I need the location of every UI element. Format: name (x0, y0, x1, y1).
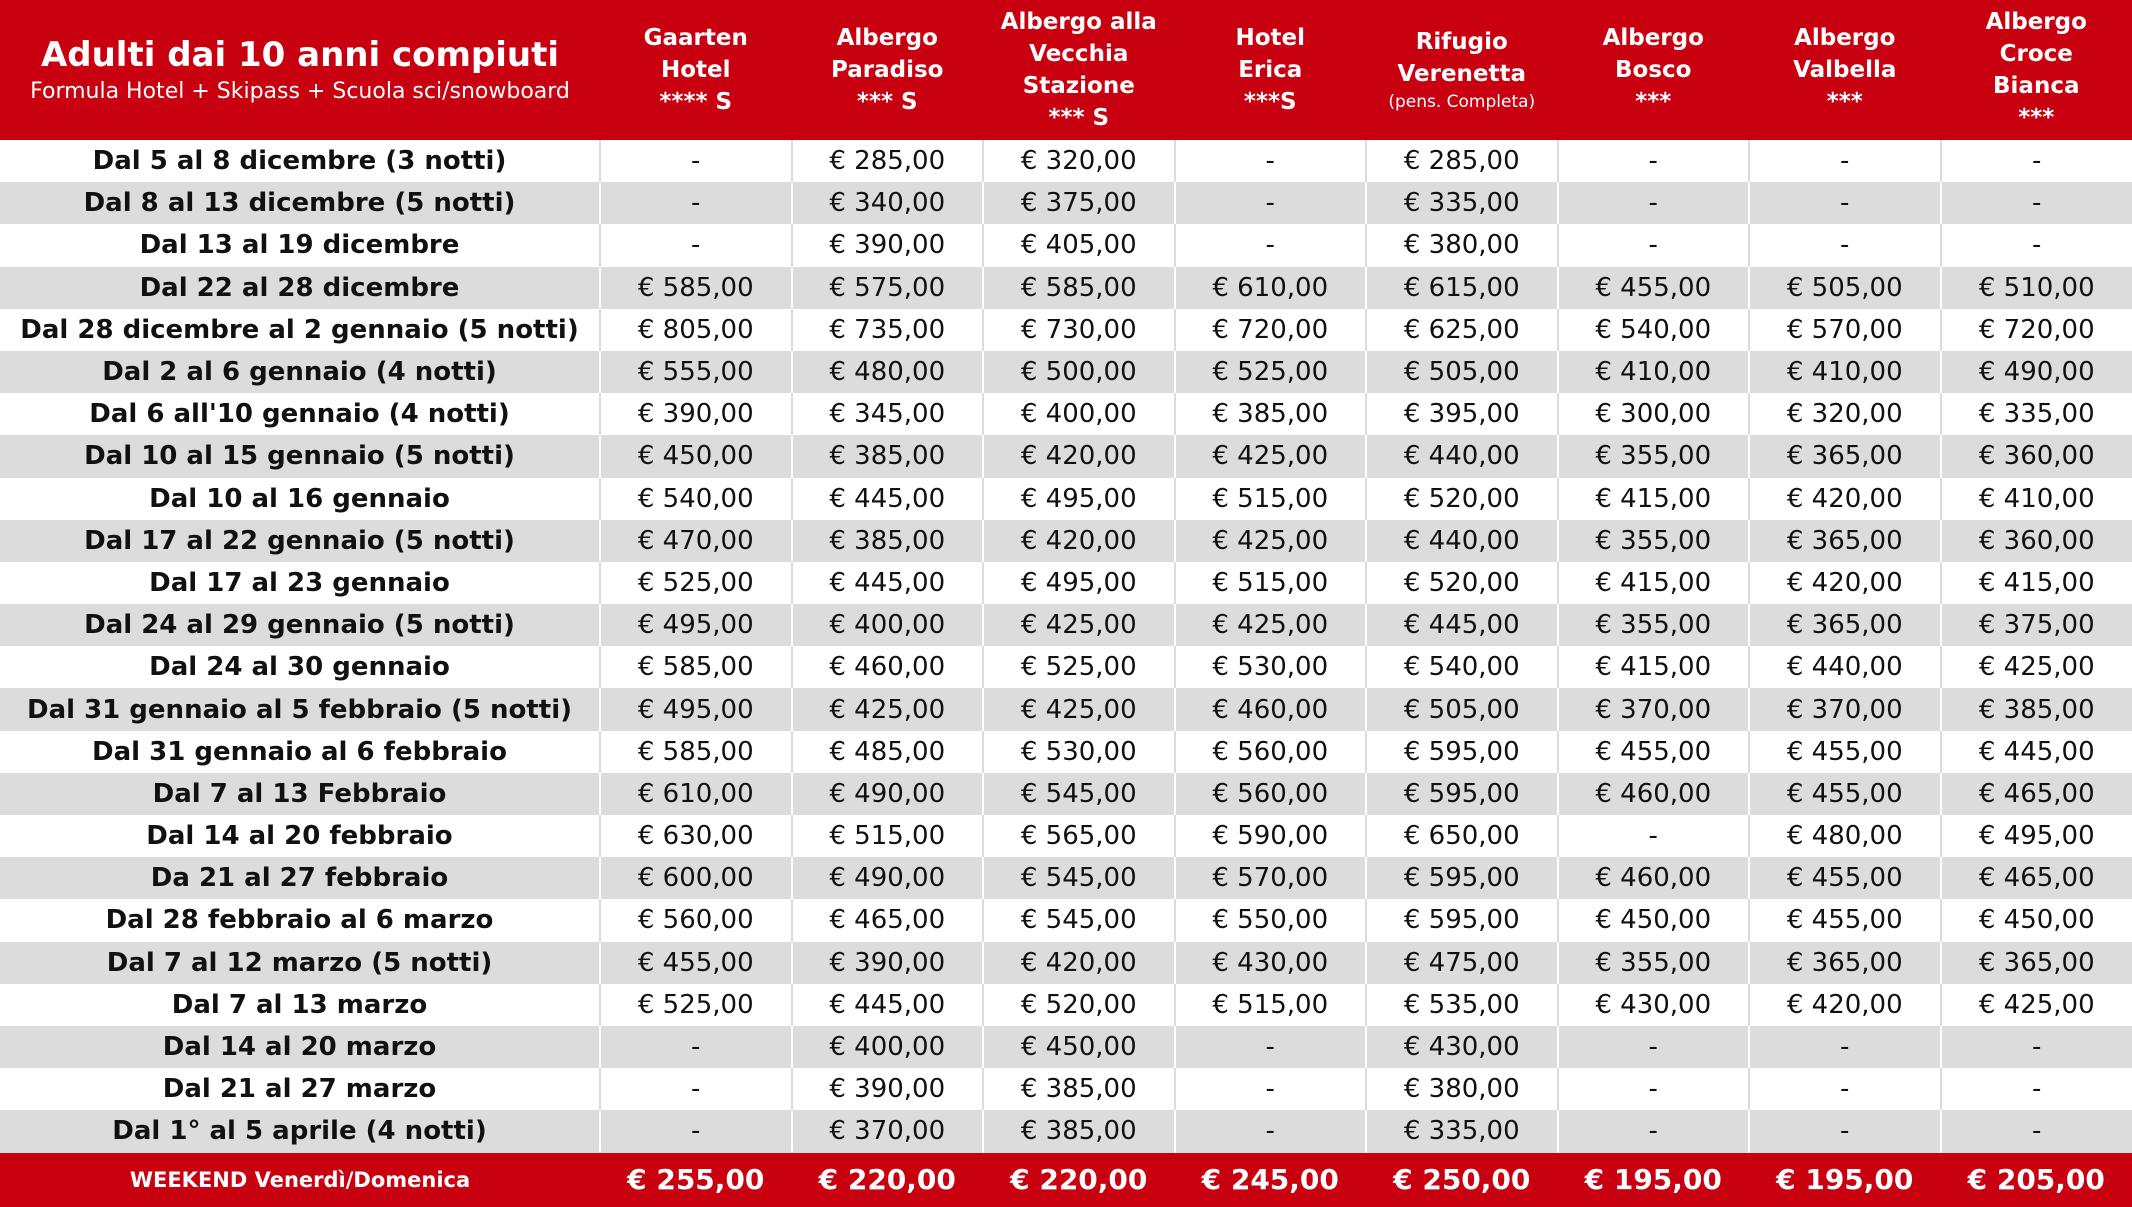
price-cell: € 495,00 (600, 604, 792, 646)
period-cell: Dal 21 al 27 marzo (0, 1068, 600, 1110)
table-row (0, 773, 2132, 815)
table-row (0, 224, 2132, 266)
price-cell: € 560,00 (1175, 773, 1367, 815)
price-cell: - (1558, 140, 1750, 182)
price-cell: € 550,00 (1175, 899, 1367, 941)
price-cell: € 445,00 (1941, 731, 2132, 773)
price-cell: € 410,00 (1749, 351, 1941, 393)
price-cell: € 365,00 (1749, 942, 1941, 984)
price-cell: € 375,00 (1941, 604, 2132, 646)
price-cell: € 480,00 (792, 351, 984, 393)
price-cell: € 455,00 (600, 942, 792, 984)
price-cell: € 540,00 (1558, 309, 1750, 351)
price-cell: € 455,00 (1558, 731, 1750, 773)
price-cell: € 410,00 (1941, 478, 2132, 520)
price-cell: € 335,00 (1366, 1110, 1558, 1152)
price-cell: € 560,00 (1175, 731, 1367, 773)
hotel-name-line: Albergo alla (987, 6, 1171, 38)
period-cell: Dal 17 al 22 gennaio (5 notti) (0, 520, 600, 562)
price-cell: € 425,00 (1175, 435, 1367, 477)
price-cell: € 490,00 (1941, 351, 2132, 393)
price-cell: - (1941, 224, 2132, 266)
price-cell: € 595,00 (1366, 731, 1558, 773)
price-cell: - (1749, 1068, 1941, 1110)
price-cell: € 470,00 (600, 520, 792, 562)
period-cell: Dal 13 al 19 dicembre (0, 224, 600, 266)
table-row (0, 393, 2132, 435)
price-cell: - (1175, 140, 1367, 182)
period-cell: Dal 8 al 13 dicembre (5 notti) (0, 182, 600, 224)
price-cell: € 370,00 (792, 1110, 984, 1152)
price-cell: € 355,00 (1558, 520, 1750, 562)
price-cell: € 480,00 (1749, 815, 1941, 857)
hotel-name-line: Gaarten (604, 22, 788, 54)
hotel-name-line: Paradiso (796, 54, 980, 86)
price-cell: € 360,00 (1941, 520, 2132, 562)
table-row (0, 140, 2132, 182)
hotel-header (1175, 0, 1367, 140)
price-cell: - (1941, 140, 2132, 182)
price-cell: € 320,00 (983, 140, 1175, 182)
price-cell: € 515,00 (792, 815, 984, 857)
table-row (0, 942, 2132, 984)
table-row (0, 857, 2132, 899)
hotel-stars: ***S (1179, 86, 1363, 118)
price-cell: € 445,00 (792, 984, 984, 1026)
price-cell: € 490,00 (792, 773, 984, 815)
price-cell: € 730,00 (983, 309, 1175, 351)
price-cell: - (1558, 1068, 1750, 1110)
price-cell: € 585,00 (600, 731, 792, 773)
hotel-stars: *** (1562, 86, 1746, 118)
table-row (0, 435, 2132, 477)
price-cell: € 400,00 (983, 393, 1175, 435)
price-cell: - (600, 224, 792, 266)
price-cell: € 525,00 (983, 646, 1175, 688)
table-row (0, 520, 2132, 562)
price-cell: € 540,00 (600, 478, 792, 520)
price-cell: € 720,00 (1175, 309, 1367, 351)
price-cell: € 625,00 (1366, 309, 1558, 351)
table-subtitle: Formula Hotel + Skipass + Scuola sci/snowboard (4, 77, 596, 107)
price-cell: - (600, 1068, 792, 1110)
price-cell: € 455,00 (1558, 267, 1750, 309)
price-cell: € 570,00 (1175, 857, 1367, 899)
price-cell: - (1749, 1026, 1941, 1068)
period-cell: Dal 14 al 20 febbraio (0, 815, 600, 857)
hotel-note: (pens. Completa) (1370, 90, 1554, 114)
price-cell: - (1749, 224, 1941, 266)
price-cell: - (1558, 815, 1750, 857)
price-cell: € 475,00 (1366, 942, 1558, 984)
price-cell: € 365,00 (1749, 520, 1941, 562)
price-cell: € 515,00 (1175, 478, 1367, 520)
price-cell: € 415,00 (1558, 478, 1750, 520)
price-cell: € 720,00 (1941, 309, 2132, 351)
price-cell: € 420,00 (1749, 562, 1941, 604)
price-cell: € 425,00 (983, 604, 1175, 646)
price-cell: € 585,00 (600, 646, 792, 688)
price-cell: € 320,00 (1749, 393, 1941, 435)
price-cell: € 545,00 (983, 857, 1175, 899)
price-cell: € 400,00 (792, 1026, 984, 1068)
price-cell: € 380,00 (1366, 1068, 1558, 1110)
table-row (0, 309, 2132, 351)
table-header (0, 0, 2132, 140)
hotel-header (1941, 0, 2132, 140)
price-cell: - (1175, 224, 1367, 266)
price-cell: € 385,00 (983, 1068, 1175, 1110)
weekend-price-cell: € 250,00 (1366, 1153, 1558, 1207)
hotel-stars: *** (1753, 86, 1937, 118)
price-cell: € 560,00 (600, 899, 792, 941)
weekend-price-cell: € 220,00 (983, 1153, 1175, 1207)
price-cell: € 430,00 (1175, 942, 1367, 984)
hotel-stars: *** S (987, 102, 1171, 134)
price-cell: € 285,00 (1366, 140, 1558, 182)
table-body (0, 140, 2132, 1207)
price-cell: € 465,00 (1941, 773, 2132, 815)
price-cell: € 425,00 (1175, 520, 1367, 562)
price-cell: - (1749, 182, 1941, 224)
table-row (0, 562, 2132, 604)
hotel-name-line: Albergo (796, 22, 980, 54)
price-cell: - (600, 1110, 792, 1152)
price-cell: € 595,00 (1366, 899, 1558, 941)
hotel-name-line: Hotel (1179, 22, 1363, 54)
price-cell: € 450,00 (1558, 899, 1750, 941)
price-cell: € 465,00 (792, 899, 984, 941)
price-cell: € 530,00 (1175, 646, 1367, 688)
price-cell: € 300,00 (1558, 393, 1750, 435)
price-cell: € 610,00 (600, 773, 792, 815)
price-cell: € 505,00 (1366, 688, 1558, 730)
price-cell: € 390,00 (792, 1068, 984, 1110)
price-cell: € 520,00 (983, 984, 1175, 1026)
price-cell: € 495,00 (1941, 815, 2132, 857)
price-cell: € 460,00 (1558, 773, 1750, 815)
price-cell: € 415,00 (1558, 646, 1750, 688)
table-row (0, 899, 2132, 941)
price-cell: € 505,00 (1749, 267, 1941, 309)
price-cell: € 380,00 (1366, 224, 1558, 266)
table-row (0, 815, 2132, 857)
price-cell: € 425,00 (792, 688, 984, 730)
price-cell: - (1175, 1026, 1367, 1068)
price-cell: € 535,00 (1366, 984, 1558, 1026)
price-cell: € 545,00 (983, 899, 1175, 941)
price-cell: € 495,00 (983, 478, 1175, 520)
price-cell: - (1558, 1110, 1750, 1152)
price-cell: € 430,00 (1366, 1026, 1558, 1068)
price-cell: € 425,00 (1175, 604, 1367, 646)
price-cell: € 510,00 (1941, 267, 2132, 309)
period-cell: Dal 2 al 6 gennaio (4 notti) (0, 351, 600, 393)
price-cell: € 555,00 (600, 351, 792, 393)
price-cell: € 485,00 (792, 731, 984, 773)
price-cell: € 425,00 (983, 688, 1175, 730)
price-cell: € 490,00 (792, 857, 984, 899)
price-cell: € 385,00 (792, 435, 984, 477)
price-cell: € 365,00 (1941, 942, 2132, 984)
price-cell: € 440,00 (1366, 520, 1558, 562)
price-cell: € 455,00 (1749, 899, 1941, 941)
weekend-label: WEEKEND Venerdì/Domenica (0, 1153, 600, 1207)
price-cell: € 530,00 (983, 731, 1175, 773)
hotel-header (983, 0, 1175, 140)
price-cell: € 545,00 (983, 773, 1175, 815)
hotel-name-line: Hotel (604, 54, 788, 86)
price-cell: € 420,00 (983, 520, 1175, 562)
period-cell: Dal 24 al 30 gennaio (0, 646, 600, 688)
price-cell: € 805,00 (600, 309, 792, 351)
price-cell: € 525,00 (600, 984, 792, 1026)
hotel-name-line: Albergo (1562, 22, 1746, 54)
price-cell: € 365,00 (1749, 604, 1941, 646)
price-cell: € 540,00 (1366, 646, 1558, 688)
price-cell: € 610,00 (1175, 267, 1367, 309)
hotel-header (1749, 0, 1941, 140)
price-cell: € 575,00 (792, 267, 984, 309)
hotel-header (792, 0, 984, 140)
price-cell: € 460,00 (1558, 857, 1750, 899)
price-cell: € 445,00 (1366, 604, 1558, 646)
price-cell: € 410,00 (1558, 351, 1750, 393)
price-cell: € 405,00 (983, 224, 1175, 266)
table-row (0, 688, 2132, 730)
price-cell: € 420,00 (983, 435, 1175, 477)
price-cell: € 515,00 (1175, 984, 1367, 1026)
period-cell: Dal 6 all'10 gennaio (4 notti) (0, 393, 600, 435)
table-row (0, 351, 2132, 393)
table-row (0, 604, 2132, 646)
price-cell: € 615,00 (1366, 267, 1558, 309)
price-cell: € 335,00 (1941, 393, 2132, 435)
price-cell: - (1941, 1110, 2132, 1152)
price-cell: € 520,00 (1366, 478, 1558, 520)
price-cell: - (600, 140, 792, 182)
price-cell: € 345,00 (792, 393, 984, 435)
price-cell: € 650,00 (1366, 815, 1558, 857)
table-row (0, 984, 2132, 1026)
hotel-name-line: Croce (1945, 38, 2129, 70)
price-cell: € 370,00 (1558, 688, 1750, 730)
price-cell: € 425,00 (1941, 984, 2132, 1026)
period-cell: Dal 17 al 23 gennaio (0, 562, 600, 604)
price-cell: € 570,00 (1749, 309, 1941, 351)
hotel-header (1366, 0, 1558, 140)
price-cell: € 355,00 (1558, 942, 1750, 984)
price-cell: € 585,00 (983, 267, 1175, 309)
hotel-name-line: Valbella (1753, 54, 1937, 86)
price-cell: - (1749, 140, 1941, 182)
period-cell: Dal 24 al 29 gennaio (5 notti) (0, 604, 600, 646)
price-cell: € 455,00 (1749, 773, 1941, 815)
price-cell: € 460,00 (1175, 688, 1367, 730)
price-cell: € 525,00 (1175, 351, 1367, 393)
price-cell: € 590,00 (1175, 815, 1367, 857)
price-cell: € 455,00 (1749, 731, 1941, 773)
price-cell: € 565,00 (983, 815, 1175, 857)
price-cell: - (1749, 1110, 1941, 1152)
price-cell: € 445,00 (792, 478, 984, 520)
price-cell: € 385,00 (1175, 393, 1367, 435)
price-cell: - (1941, 182, 2132, 224)
weekend-price-cell: € 255,00 (600, 1153, 792, 1207)
weekend-price-cell: € 195,00 (1558, 1153, 1750, 1207)
price-cell: € 400,00 (792, 604, 984, 646)
price-cell: € 595,00 (1366, 773, 1558, 815)
price-cell: € 415,00 (1558, 562, 1750, 604)
price-cell: € 450,00 (983, 1026, 1175, 1068)
period-cell: Dal 31 gennaio al 6 febbraio (0, 731, 600, 773)
period-cell: Dal 1° al 5 aprile (4 notti) (0, 1110, 600, 1152)
price-cell: € 420,00 (983, 942, 1175, 984)
period-cell: Dal 7 al 13 marzo (0, 984, 600, 1026)
period-cell: Dal 7 al 12 marzo (5 notti) (0, 942, 600, 984)
price-cell: € 415,00 (1941, 562, 2132, 604)
hotel-stars: *** (1945, 102, 2129, 134)
weekend-price-cell: € 195,00 (1749, 1153, 1941, 1207)
price-cell: € 285,00 (792, 140, 984, 182)
price-cell: - (1558, 1026, 1750, 1068)
price-cell: € 505,00 (1366, 351, 1558, 393)
price-cell: € 455,00 (1749, 857, 1941, 899)
price-cell: € 500,00 (983, 351, 1175, 393)
price-cell: € 600,00 (600, 857, 792, 899)
price-cell: € 385,00 (792, 520, 984, 562)
price-cell: € 440,00 (1749, 646, 1941, 688)
table-row (0, 1068, 2132, 1110)
price-cell: € 595,00 (1366, 857, 1558, 899)
hotel-name-line: Bianca (1945, 70, 2129, 102)
price-cell: - (600, 182, 792, 224)
price-cell: € 495,00 (983, 562, 1175, 604)
price-cell: - (1941, 1068, 2132, 1110)
price-cell: € 425,00 (1941, 646, 2132, 688)
hotel-stars: *** S (796, 86, 980, 118)
table-row (0, 267, 2132, 309)
hotel-name-line: Vecchia (987, 38, 1171, 70)
hotel-name-line: Rifugio (1370, 26, 1554, 58)
period-cell: Dal 10 al 15 gennaio (5 notti) (0, 435, 600, 477)
hotel-name-line: Bosco (1562, 54, 1746, 86)
period-cell: Dal 7 al 13 Febbraio (0, 773, 600, 815)
price-cell: € 495,00 (600, 688, 792, 730)
price-cell: € 525,00 (600, 562, 792, 604)
hotel-name-line: Albergo (1753, 22, 1937, 54)
price-cell: € 450,00 (600, 435, 792, 477)
price-cell: € 465,00 (1941, 857, 2132, 899)
table-title-cell (0, 0, 600, 140)
price-cell: € 450,00 (1941, 899, 2132, 941)
table-row (0, 478, 2132, 520)
price-cell: € 440,00 (1366, 435, 1558, 477)
price-cell: - (1175, 1068, 1367, 1110)
price-cell: € 390,00 (792, 224, 984, 266)
period-cell: Dal 22 al 28 dicembre (0, 267, 600, 309)
period-cell: Dal 5 al 8 dicembre (3 notti) (0, 140, 600, 182)
price-cell: € 340,00 (792, 182, 984, 224)
price-cell: € 335,00 (1366, 182, 1558, 224)
table-row (0, 1026, 2132, 1068)
period-cell: Dal 14 al 20 marzo (0, 1026, 600, 1068)
price-cell: € 365,00 (1749, 435, 1941, 477)
price-cell: € 735,00 (792, 309, 984, 351)
weekend-price-cell: € 245,00 (1175, 1153, 1367, 1207)
price-cell: € 630,00 (600, 815, 792, 857)
table-row (0, 646, 2132, 688)
period-cell: Dal 28 dicembre al 2 gennaio (5 notti) (0, 309, 600, 351)
price-cell: € 360,00 (1941, 435, 2132, 477)
price-cell: € 515,00 (1175, 562, 1367, 604)
hotel-header (600, 0, 792, 140)
period-cell: Dal 31 gennaio al 5 febbraio (5 notti) (0, 688, 600, 730)
price-cell: € 355,00 (1558, 604, 1750, 646)
table-title: Adulti dai 10 anni compiuti (4, 33, 596, 77)
hotel-name-line: Albergo (1945, 6, 2129, 38)
hotel-header (1558, 0, 1750, 140)
period-cell: Dal 28 febbraio al 6 marzo (0, 899, 600, 941)
price-cell: € 390,00 (600, 393, 792, 435)
price-cell: € 385,00 (983, 1110, 1175, 1152)
price-cell: € 395,00 (1366, 393, 1558, 435)
weekend-price-cell: € 220,00 (792, 1153, 984, 1207)
price-cell: € 420,00 (1749, 478, 1941, 520)
price-cell: - (1941, 1026, 2132, 1068)
price-cell: € 420,00 (1749, 984, 1941, 1026)
price-cell: - (600, 1026, 792, 1068)
price-cell: - (1175, 182, 1367, 224)
period-cell: Da 21 al 27 febbraio (0, 857, 600, 899)
table-row (0, 731, 2132, 773)
price-cell: € 520,00 (1366, 562, 1558, 604)
price-cell: € 390,00 (792, 942, 984, 984)
price-cell: - (1558, 182, 1750, 224)
price-cell: € 355,00 (1558, 435, 1750, 477)
price-cell: € 370,00 (1749, 688, 1941, 730)
price-cell: € 445,00 (792, 562, 984, 604)
price-cell: € 385,00 (1941, 688, 2132, 730)
hotel-name-line: Stazione (987, 70, 1171, 102)
table-row (0, 1110, 2132, 1152)
period-cell: Dal 10 al 16 gennaio (0, 478, 600, 520)
price-cell: € 585,00 (600, 267, 792, 309)
table-row (0, 182, 2132, 224)
price-cell: - (1558, 224, 1750, 266)
price-cell: - (1175, 1110, 1367, 1152)
hotel-stars: **** S (604, 86, 788, 118)
price-cell: € 375,00 (983, 182, 1175, 224)
hotel-name-line: Erica (1179, 54, 1363, 86)
price-cell: € 460,00 (792, 646, 984, 688)
price-cell: € 430,00 (1558, 984, 1750, 1026)
weekend-price-cell: € 205,00 (1941, 1153, 2132, 1207)
weekend-row (0, 1153, 2132, 1207)
hotel-name-line: Verenetta (1370, 58, 1554, 90)
